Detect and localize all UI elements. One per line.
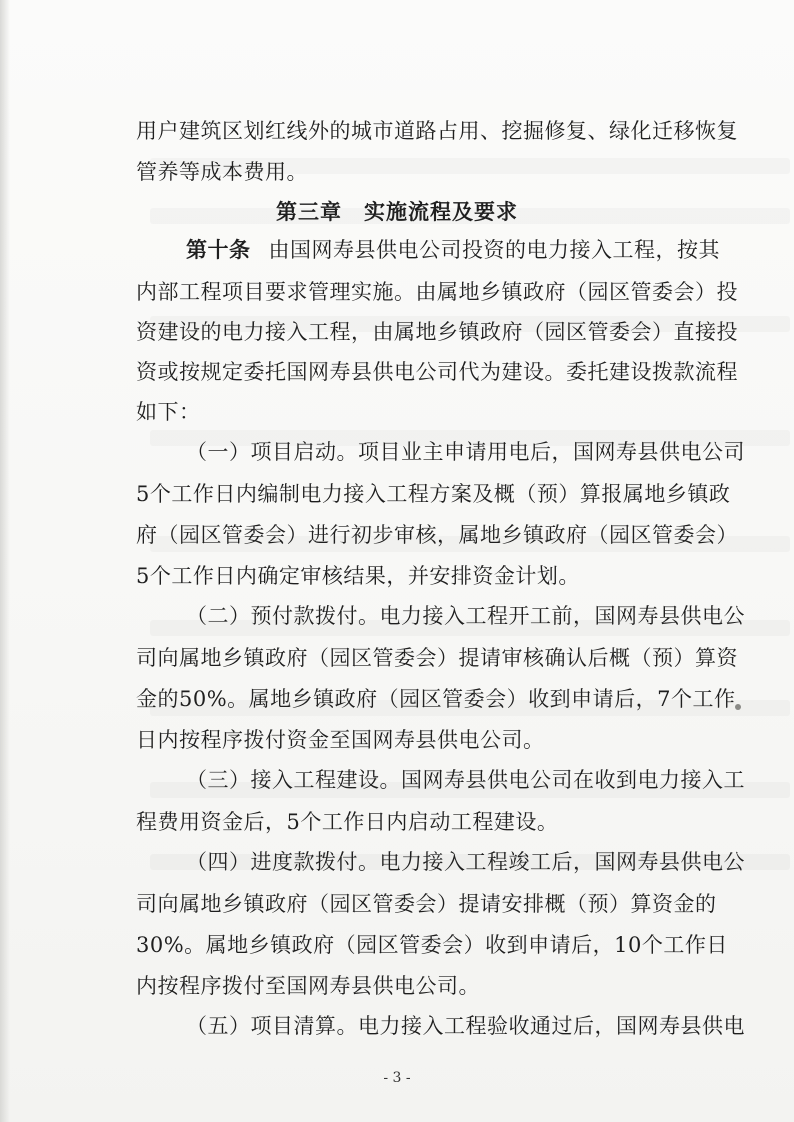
article-first-line-text: 由国网寿县供电公司投资的电力接入工程，按其 bbox=[268, 238, 720, 262]
paragraph-line: 5个工作日内确定审核结果，并安排资金计划。 bbox=[136, 564, 580, 588]
paragraph-line: 5个工作日内编制电力接入工程方案及概（预）算报属地乡镇政 bbox=[136, 482, 731, 506]
paragraph-line: 府（园区管委会）进行初步审核，属地乡镇政府（园区管委会） bbox=[136, 523, 738, 547]
page-number: - 3 - bbox=[383, 1070, 411, 1086]
list-item-first-line: （二）预付款拨付。电力接入工程开工前，国网寿县供电公 bbox=[186, 604, 745, 628]
paragraph-line: 资建设的电力接入工程，由属地乡镇政府（园区管委会）直接投 bbox=[136, 320, 738, 344]
article-first-line bbox=[186, 236, 720, 264]
paragraph-line: 司向属地乡镇政府（园区管委会）提请安排概（预）算资金的 bbox=[136, 892, 717, 916]
paragraph-line: 日内按程序拨付资金至国网寿县供电公司。 bbox=[136, 728, 545, 752]
paragraph-line: 用户建筑区划红线外的城市道路占用、挖掘修复、绿化迁移恢复 bbox=[136, 119, 738, 143]
paragraph-line: 管养等成本费用。 bbox=[136, 160, 308, 184]
list-item-first-line: （一）项目启动。项目业主申请用电后，国网寿县供电公司 bbox=[186, 440, 745, 464]
paragraph-line: 资或按规定委托国网寿县供电公司代为建设。委托建设拨款流程 bbox=[136, 360, 738, 384]
list-item-first-line: （五）项目清算。电力接入工程验收通过后，国网寿县供电 bbox=[186, 1014, 745, 1038]
article-label: 第十条 bbox=[186, 238, 251, 262]
paragraph-line: 如下： bbox=[136, 400, 201, 424]
paragraph-line: 内按程序拨付至国网寿县供电公司。 bbox=[136, 974, 480, 998]
paragraph-line: 30%。属地乡镇政府（园区管委会）收到申请后，10个工作日 bbox=[136, 933, 728, 957]
list-item-first-line: （四）进度款拨付。电力接入工程竣工后，国网寿县供电公 bbox=[186, 850, 745, 874]
paragraph-line: 司向属地乡镇政府（园区管委会）提请审核确认后概（预）算资 bbox=[136, 646, 738, 670]
paragraph-line: 程费用资金后，5个工作日内启动工程建设。 bbox=[136, 810, 559, 834]
list-item-first-line: （三）接入工程建设。国网寿县供电公司在收到电力接入工 bbox=[186, 768, 745, 792]
paragraph-line: 内部工程项目要求管理实施。由属地乡镇政府（园区管委会）投 bbox=[136, 280, 738, 304]
paragraph-line: 金的50%。属地乡镇政府（园区管委会）收到申请后，7个工作 bbox=[136, 687, 736, 711]
chapter-heading: 第三章 实施流程及要求 bbox=[276, 200, 518, 224]
